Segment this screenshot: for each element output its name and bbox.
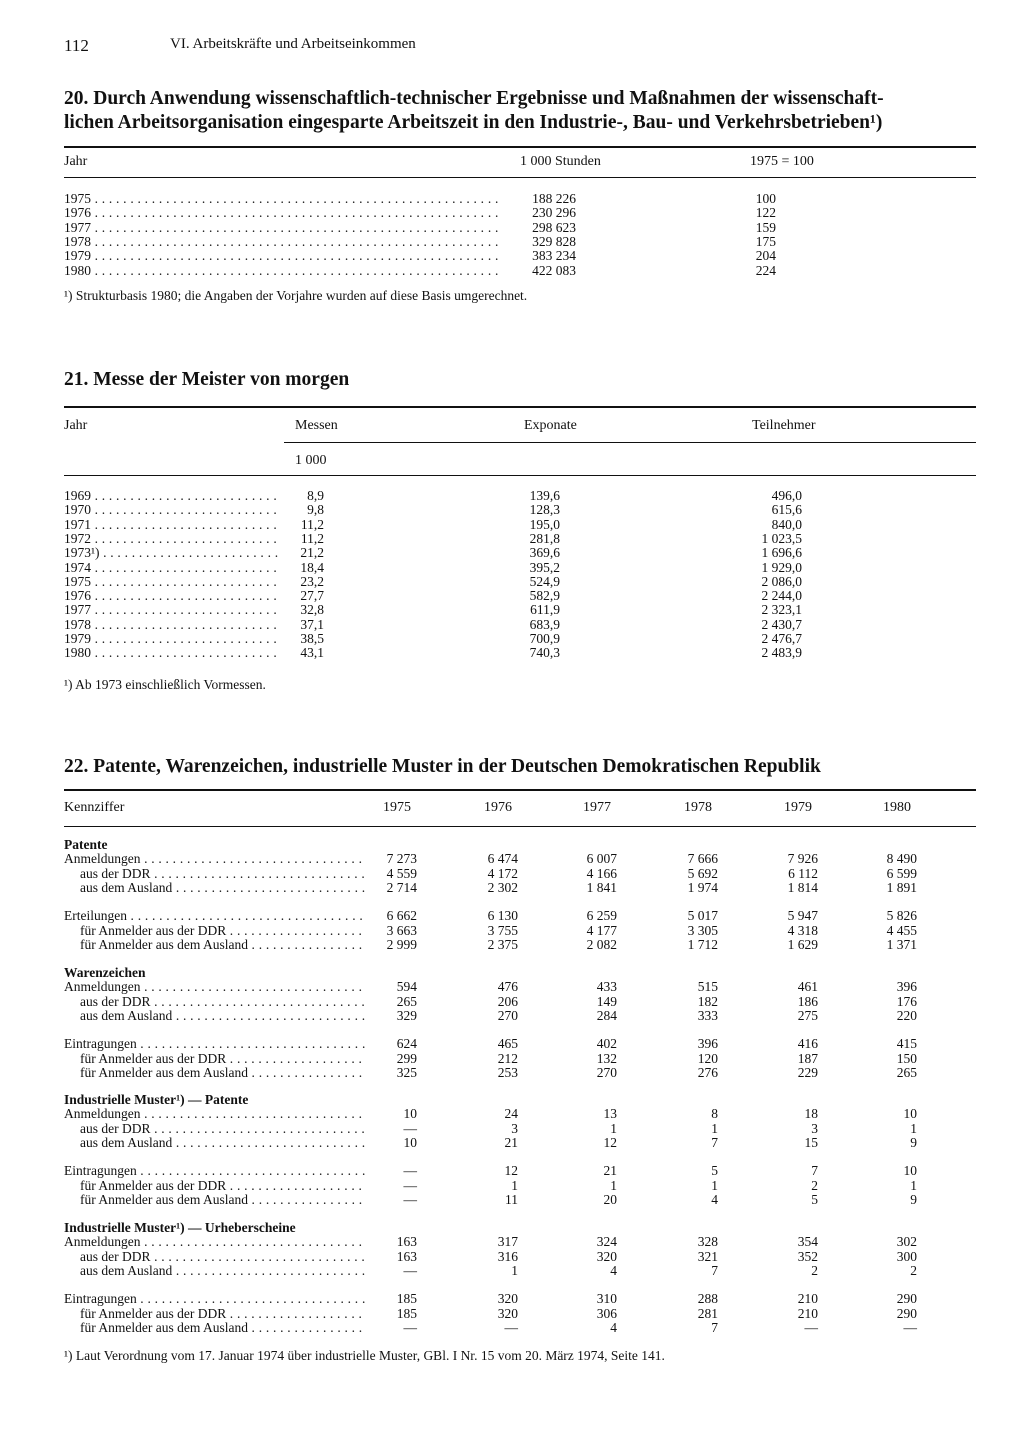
table22-cell: 2 375 <box>487 937 518 952</box>
table21-row-participants: 2 476,7 <box>761 631 802 646</box>
table22-row-label: für Anmelder aus der DDR . . . <box>80 1179 366 1193</box>
table22-cell: 182 <box>697 994 718 1009</box>
table21-row-fairs: 11,2 <box>300 531 324 546</box>
table22-cell: 4 <box>610 1263 617 1278</box>
table21-row-participants: 1 696,6 <box>761 545 802 560</box>
table22-row-label: Eintragungen . . . <box>64 1164 366 1178</box>
table21-row-participants: 2 323,1 <box>761 602 802 617</box>
table22-cell: — <box>403 1163 417 1178</box>
table22-cell: 149 <box>596 994 617 1009</box>
table22-row-label: aus dem Ausland . . . <box>80 1136 366 1150</box>
table22-cell: — <box>804 1320 818 1335</box>
table22-row-label: aus der DDR . . . <box>80 1250 366 1264</box>
table21-row-fairs: 18,4 <box>300 560 324 575</box>
table22-cell: 290 <box>896 1306 917 1321</box>
table22-cell: 1 891 <box>886 880 917 895</box>
table22-cell: 1 <box>610 1121 617 1136</box>
table22-cell: 275 <box>797 1008 818 1023</box>
table21-row-year: 1978 . . . <box>64 618 278 632</box>
table21-row-fairs: 37,1 <box>300 617 324 632</box>
table22-cell: 329 <box>396 1008 417 1023</box>
table22-cell: 1 <box>711 1121 718 1136</box>
table22-cell: 9 <box>910 1192 917 1207</box>
table22-row-label: für Anmelder aus dem Ausland . . . <box>80 1066 366 1080</box>
table22-row-label: Erteilungen . . . <box>64 909 366 923</box>
table22-cell: 163 <box>396 1249 417 1264</box>
table21-header-fairs: Messen <box>295 418 338 433</box>
table22-cell: — <box>403 1263 417 1278</box>
table22-cell: 299 <box>396 1051 417 1066</box>
table21-row-year: 1971 . . . <box>64 518 278 532</box>
table22-cell: 5 <box>811 1192 818 1207</box>
table22-header-year: 1976 <box>484 800 512 815</box>
table20-row-hours: 188 226 <box>532 191 576 206</box>
table22-cell: 7 <box>711 1263 718 1278</box>
table22-cell: 2 <box>811 1263 818 1278</box>
table22-cell: 2 <box>811 1178 818 1193</box>
table21-row-year: 1969 . . . <box>64 489 278 503</box>
table22-cell: 3 663 <box>386 923 417 938</box>
table22-cell: 3 <box>511 1121 518 1136</box>
table22-row-label: aus dem Ausland . . . <box>80 881 366 895</box>
table22-cell: 120 <box>697 1051 718 1066</box>
table22-cell: 4 455 <box>886 923 917 938</box>
table22-cell: 476 <box>497 979 518 994</box>
table22-cell: 18 <box>804 1106 818 1121</box>
table22-top-rule <box>64 789 976 791</box>
table21-header-year: Jahr <box>64 418 88 433</box>
table22-cell: 402 <box>596 1036 617 1051</box>
table22-header-year: 1980 <box>883 800 911 815</box>
table22-cell: 21 <box>504 1135 518 1150</box>
table22-cell: 7 <box>711 1320 718 1335</box>
table22-cell: 4 166 <box>586 866 617 881</box>
table22-cell: — <box>903 1320 917 1335</box>
table21-row-exhibits: 582,9 <box>529 588 560 603</box>
table20-footnote: ¹) Strukturbasis 1980; die Angaben der Vorjahre wurden auf diese Basis umgerechnet. <box>64 288 528 303</box>
table21-header-exhibits: Exponate <box>524 418 577 433</box>
table22-cell: 6 599 <box>886 866 917 881</box>
table21-header-participants: Teilnehmer <box>752 418 816 433</box>
table21-row-fairs: 23,2 <box>300 574 324 589</box>
table22-row-label: Eintragungen . . . <box>64 1292 366 1306</box>
table21-row-year: 1972 . . . <box>64 532 278 546</box>
table22-cell: — <box>504 1320 518 1335</box>
table21-row-fairs: 43,1 <box>300 645 324 660</box>
table21-row-participants: 1 929,0 <box>761 560 802 575</box>
table22-cell: — <box>403 1320 417 1335</box>
table22-cell: 7 926 <box>787 851 818 866</box>
table22-cell: 5 947 <box>787 908 818 923</box>
table22-cell: 276 <box>697 1065 718 1080</box>
table22-row-label: Anmeldungen . . . <box>64 1107 366 1121</box>
table22-cell: 187 <box>797 1051 818 1066</box>
table21-row-exhibits: 281,8 <box>529 531 560 546</box>
table22-cell: 6 474 <box>487 851 518 866</box>
table22-cell: 9 <box>910 1135 917 1150</box>
table22-cell: 281 <box>697 1306 718 1321</box>
table22-header-rule <box>64 826 976 827</box>
table20-row-index: 224 <box>755 263 776 278</box>
table21-row-year: 1973¹) . . . <box>64 546 278 560</box>
table21-row-exhibits: 195,0 <box>529 517 560 532</box>
table22-cell: 5 826 <box>886 908 917 923</box>
table21-row-participants: 1 023,5 <box>761 531 802 546</box>
table22-cell: 210 <box>797 1291 818 1306</box>
table21-row-exhibits: 700,9 <box>529 631 560 646</box>
table20-row-index: 175 <box>755 234 776 249</box>
table22-cell: 324 <box>596 1234 617 1249</box>
table20-row-index: 159 <box>755 220 776 235</box>
table22-cell: 24 <box>504 1106 518 1121</box>
table21-row-fairs: 9,8 <box>307 502 324 517</box>
table21-row-participants: 2 483,9 <box>761 645 802 660</box>
table20-row-year: 1980 . . . <box>64 264 500 278</box>
table22-cell: 1 <box>511 1178 518 1193</box>
table20-row-index: 204 <box>755 248 776 263</box>
table22-cell: 15 <box>804 1135 818 1150</box>
table22-row-label: für Anmelder aus der DDR . . . <box>80 1307 366 1321</box>
table22-cell: 20 <box>603 1192 617 1207</box>
table22-row-label: aus der DDR . . . <box>80 1122 366 1136</box>
table22-cell: 11 <box>505 1192 518 1207</box>
table21-row-participants: 840,0 <box>771 517 802 532</box>
table22-cell: 320 <box>497 1306 518 1321</box>
table20-row-hours: 298 623 <box>532 220 576 235</box>
table22-cell: 163 <box>396 1234 417 1249</box>
table21-row-participants: 2 430,7 <box>761 617 802 632</box>
table22-cell: 132 <box>596 1051 617 1066</box>
table22-cell: 284 <box>596 1008 617 1023</box>
table22-row-label: Eintragungen . . . <box>64 1037 366 1051</box>
table22-cell: 461 <box>797 979 818 994</box>
table22-cell: 2 082 <box>586 937 617 952</box>
table22-cell: 310 <box>596 1291 617 1306</box>
table21-row-year: 1975 . . . <box>64 575 278 589</box>
table22-cell: 212 <box>497 1051 518 1066</box>
table22-cell: 1 <box>711 1178 718 1193</box>
table22-cell: 7 <box>711 1135 718 1150</box>
table22-row-label: Anmeldungen . . . <box>64 1235 366 1249</box>
table22-row-label: aus der DDR . . . <box>80 867 366 881</box>
table22-cell: — <box>403 1192 417 1207</box>
table22-cell: 2 <box>910 1263 917 1278</box>
table22-cell: 4 559 <box>386 866 417 881</box>
table22-section-heading: Warenzeichen <box>64 965 146 980</box>
table20-header-rule <box>64 177 976 178</box>
table22-cell: 21 <box>603 1163 617 1178</box>
table22-cell: 1 814 <box>787 880 818 895</box>
table22-cell: 6 259 <box>586 908 617 923</box>
table22-cell: — <box>403 1121 417 1136</box>
table22-cell: 220 <box>896 1008 917 1023</box>
table21-row-fairs: 21,2 <box>300 545 324 560</box>
table20-row-year: 1976 . . . <box>64 206 500 220</box>
table22-cell: 320 <box>596 1249 617 1264</box>
table22-title: 22. Patente, Warenzeichen, industrielle Muster in der Deutschen Demokratischen Republik <box>64 756 821 777</box>
table22-cell: 176 <box>896 994 917 1009</box>
table22-cell: — <box>403 1178 417 1193</box>
table22-cell: 7 666 <box>687 851 718 866</box>
table21-row-exhibits: 128,3 <box>529 502 560 517</box>
table21-row-exhibits: 524,9 <box>529 574 560 589</box>
table22-cell: 1 629 <box>787 937 818 952</box>
table22-section-heading: Industrielle Muster¹) — Patente <box>64 1092 249 1107</box>
table22-cell: 328 <box>697 1234 718 1249</box>
table22-cell: 8 490 <box>886 851 917 866</box>
table22-cell: 12 <box>603 1135 617 1150</box>
table22-cell: 186 <box>797 994 818 1009</box>
table22-cell: 302 <box>896 1234 917 1249</box>
table22-cell: 325 <box>396 1065 417 1080</box>
table22-cell: 1 <box>910 1121 917 1136</box>
table22-cell: 7 <box>811 1163 818 1178</box>
table22-cell: 1 712 <box>687 937 718 952</box>
table22-cell: 229 <box>797 1065 818 1080</box>
table22-cell: 270 <box>497 1008 518 1023</box>
table21-row-exhibits: 611,9 <box>530 602 560 617</box>
table21-row-exhibits: 683,9 <box>529 617 560 632</box>
table22-cell: 433 <box>596 979 617 994</box>
table22-cell: 5 692 <box>687 866 718 881</box>
running-head: VI. Arbeitskräfte und Arbeitseinkommen <box>170 36 416 52</box>
table22-cell: 1 841 <box>586 880 617 895</box>
table21-row-fairs: 32,8 <box>300 602 324 617</box>
table22-cell: 185 <box>396 1306 417 1321</box>
table21-row-year: 1977 . . . <box>64 603 278 617</box>
table22-cell: 4 172 <box>487 866 518 881</box>
table21-row-participants: 615,6 <box>771 502 802 517</box>
table20-header-index: 1975 = 100 <box>750 154 814 169</box>
table21-subheader-rule <box>284 442 976 443</box>
table22-cell: 1 <box>511 1263 518 1278</box>
table21-row-year: 1979 . . . <box>64 632 278 646</box>
table22-cell: 594 <box>396 979 417 994</box>
table22-cell: 321 <box>697 1249 718 1264</box>
table21-footnote: ¹) Ab 1973 einschließlich Vormessen. <box>64 677 266 692</box>
table22-cell: 416 <box>797 1036 818 1051</box>
table21-row-fairs: 8,9 <box>307 488 324 503</box>
table20-row-year: 1975 . . . <box>64 192 500 206</box>
table22-cell: 265 <box>896 1065 917 1080</box>
table21-row-fairs: 27,7 <box>300 588 324 603</box>
table22-row-label: aus der DDR . . . <box>80 995 366 1009</box>
table22-row-label: für Anmelder aus dem Ausland . . . <box>80 1321 366 1335</box>
table22-cell: 320 <box>497 1291 518 1306</box>
table22-header-indicator: Kennziffer <box>64 800 125 815</box>
table22-cell: 5 <box>711 1163 718 1178</box>
table22-row-label: Anmeldungen . . . <box>64 980 366 994</box>
table20-row-hours: 422 083 <box>532 263 576 278</box>
table22-row-label: für Anmelder aus dem Ausland . . . <box>80 1193 366 1207</box>
table22-row-label: für Anmelder aus der DDR . . . <box>80 924 366 938</box>
table22-cell: 253 <box>497 1065 518 1080</box>
table22-cell: 1 974 <box>687 880 718 895</box>
table20-row-hours: 383 234 <box>532 248 576 263</box>
table21-row-exhibits: 139,6 <box>529 488 560 503</box>
table22-header-year: 1975 <box>383 800 411 815</box>
table22-cell: 10 <box>903 1106 917 1121</box>
table21-row-fairs: 11,2 <box>300 517 324 532</box>
table22-cell: 306 <box>596 1306 617 1321</box>
table22-cell: 624 <box>396 1036 417 1051</box>
table22-cell: 1 371 <box>886 937 917 952</box>
table22-cell: 4 <box>711 1192 718 1207</box>
page-number: 112 <box>64 36 89 55</box>
table22-cell: 316 <box>497 1249 518 1264</box>
table20-title-line2: lichen Arbeitsorganisation eingesparte Arbeitszeit in den Industrie-, Bau- und Verkehrsbetrieben¹) <box>64 112 883 133</box>
table22-cell: 12 <box>504 1163 518 1178</box>
table21-row-exhibits: 740,3 <box>529 645 560 660</box>
table22-section-heading: Industrielle Muster¹) — Urheberscheine <box>64 1220 296 1235</box>
table21-row-participants: 496,0 <box>771 488 802 503</box>
table22-cell: 3 755 <box>487 923 518 938</box>
table21-row-year: 1970 . . . <box>64 503 278 517</box>
table21-row-fairs: 38,5 <box>300 631 324 646</box>
table22-cell: 2 302 <box>487 880 518 895</box>
table22-cell: 6 007 <box>586 851 617 866</box>
table20-row-index: 122 <box>755 205 776 220</box>
table20-header-hours: 1 000 Stunden <box>520 154 601 169</box>
table22-cell: 206 <box>497 994 518 1009</box>
table22-cell: 210 <box>797 1306 818 1321</box>
table22-cell: 5 017 <box>687 908 718 923</box>
table22-cell: 3 <box>811 1121 818 1136</box>
table22-cell: 6 112 <box>788 866 818 881</box>
table22-cell: 2 714 <box>386 880 417 895</box>
table22-cell: 185 <box>396 1291 417 1306</box>
table22-cell: 4 177 <box>586 923 617 938</box>
table22-row-label: Anmeldungen . . . <box>64 852 366 866</box>
table20-row-hours: 230 296 <box>532 205 576 220</box>
table21-row-participants: 2 086,0 <box>761 574 802 589</box>
table22-cell: 288 <box>697 1291 718 1306</box>
table21-row-exhibits: 369,6 <box>529 545 560 560</box>
table22-cell: 3 305 <box>687 923 718 938</box>
table22-cell: 515 <box>697 979 718 994</box>
table22-footnote: ¹) Laut Verordnung vom 17. Januar 1974 über industrielle Muster, GBl. I Nr. 15 vom 20. März 1974, Seite 141. <box>64 1348 665 1363</box>
table22-section-heading: Patente <box>64 837 108 852</box>
table22-cell: 7 273 <box>386 851 417 866</box>
table22-header-year: 1977 <box>583 800 611 815</box>
table22-cell: 1 <box>910 1178 917 1193</box>
table22-cell: 8 <box>711 1106 718 1121</box>
table21-unit: 1 000 <box>295 453 327 468</box>
table22-cell: 465 <box>497 1036 518 1051</box>
table20-row-year: 1977 . . . <box>64 221 500 235</box>
table22-cell: 396 <box>896 979 917 994</box>
table21-header-rule <box>64 475 976 476</box>
table22-cell: 352 <box>797 1249 818 1264</box>
table22-cell: 2 999 <box>386 937 417 952</box>
table20-row-year: 1979 . . . <box>64 249 500 263</box>
table21-title: 21. Messe der Meister von morgen <box>64 369 350 390</box>
table22-header-year: 1978 <box>684 800 712 815</box>
table22-cell: 1 <box>610 1178 617 1193</box>
table21-row-year: 1976 . . . <box>64 589 278 603</box>
table20-header-year: Jahr <box>64 154 88 169</box>
table22-row-label: aus dem Ausland . . . <box>80 1264 366 1278</box>
table20-top-rule <box>64 146 976 148</box>
table21-top-rule <box>64 406 976 408</box>
table22-cell: 150 <box>896 1051 917 1066</box>
table22-cell: 13 <box>603 1106 617 1121</box>
table22-cell: 265 <box>396 994 417 1009</box>
table22-cell: 300 <box>896 1249 917 1264</box>
table22-cell: 317 <box>497 1234 518 1249</box>
table21-row-year: 1980 . . . <box>64 646 278 660</box>
table22-cell: 4 318 <box>787 923 818 938</box>
table22-cell: 10 <box>403 1135 417 1150</box>
table22-cell: 396 <box>697 1036 718 1051</box>
table22-cell: 354 <box>797 1234 818 1249</box>
table22-cell: 333 <box>697 1008 718 1023</box>
table20-row-index: 100 <box>755 191 776 206</box>
table22-cell: 270 <box>596 1065 617 1080</box>
table22-row-label: für Anmelder aus dem Ausland . . . <box>80 938 366 952</box>
table22-cell: 6 130 <box>487 908 518 923</box>
table20-row-year: 1978 . . . <box>64 235 500 249</box>
table20-row-hours: 329 828 <box>532 234 576 249</box>
table22-cell: 415 <box>896 1036 917 1051</box>
table22-row-label: aus dem Ausland . . . <box>80 1009 366 1023</box>
table22-row-label: für Anmelder aus der DDR . . . <box>80 1052 366 1066</box>
table22-cell: 6 662 <box>386 908 417 923</box>
table20-title-line1: 20. Durch Anwendung wissenschaftlich-technischer Ergebnisse und Maßnahmen der wissenschaft- <box>64 88 884 109</box>
table21-row-participants: 2 244,0 <box>761 588 802 603</box>
table21-row-year: 1974 . . . <box>64 561 278 575</box>
table22-header-year: 1979 <box>784 800 812 815</box>
table22-cell: 10 <box>903 1163 917 1178</box>
table22-cell: 4 <box>610 1320 617 1335</box>
table21-row-exhibits: 395,2 <box>529 560 560 575</box>
table22-cell: 290 <box>896 1291 917 1306</box>
table22-cell: 10 <box>403 1106 417 1121</box>
